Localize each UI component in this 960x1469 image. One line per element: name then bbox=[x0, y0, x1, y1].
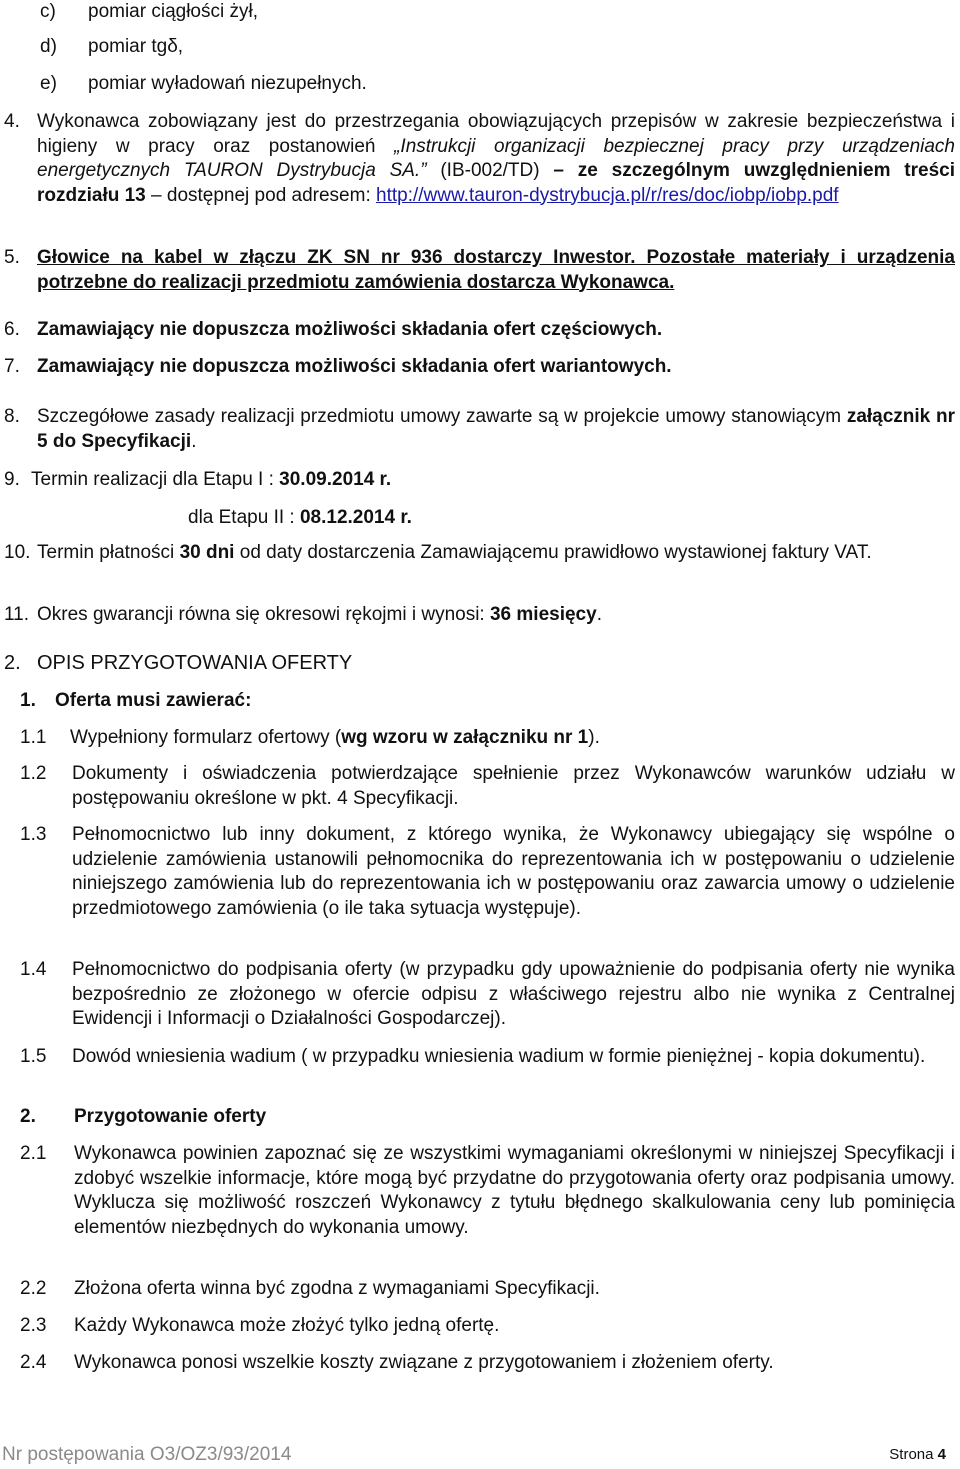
section-number: 2. bbox=[4, 652, 21, 674]
page-label: Strona bbox=[889, 1446, 934, 1463]
item-6-text: Zamawiający nie dopuszcza możliwości składania ofert częściowych. bbox=[37, 319, 663, 340]
page-indicator bbox=[889, 1446, 946, 1463]
subsection-title: Oferta musi zawierać: bbox=[55, 690, 252, 711]
instruction-title: „Instrukcji organizacji bezpiecznej pracy przy urządzeniach energetycznych TAURON Dystrybucja SA.” bbox=[37, 135, 955, 181]
point-1-3: Pełnomocnictwo lub inny dokument, z którego wynika, że Wykonawcy ubiegający się wspólne o udzielenie zamówienia ustanowili pełnomocnika do reprezentowania ich w postępowaniu o udzielenie niniejszego zamówienia lub do reprezentowania ich w postępowaniu oraz zawarcia umowy o udzielenie przedmiotowego zamówienia (o ile taka sytuacja występuje). bbox=[72, 824, 955, 919]
item-number: 10. bbox=[4, 542, 31, 563]
subsection-number: 2. bbox=[20, 1106, 36, 1127]
item-8-text: Szczegółowe zasady realizacji przedmiotu umowy zawarte są w projekcie umowy stanowiącym bbox=[37, 406, 847, 427]
point-1-2: Dokumenty i oświadczenia potwierdzające spełnienie przez Wykonawców warunków udziału w postępowaniu określone w pkt. 4 Specyfikacji. bbox=[72, 763, 955, 809]
item-10-text-2: od daty dostarczenia Zamawiającemu prawidłowo wystawionej faktury VAT. bbox=[234, 542, 872, 563]
warranty-period: 36 miesięcy bbox=[489, 604, 597, 625]
page-number: 4 bbox=[937, 1446, 946, 1463]
point-number: 2.2 bbox=[20, 1278, 47, 1299]
attachment-ref: załącznik nr 5 do Specyfikacji bbox=[37, 406, 955, 452]
item-4-code: (IB-002/TD) bbox=[426, 160, 554, 181]
item-9-line-1 bbox=[31, 468, 391, 493]
point-1-4: Pełnomocnictwo do podpisania oferty (w przypadku gdy upoważnienie do podpisania oferty nie wynika bezpośrednio ze złożonego w ofercie odpisu z właściwego rejestru albo nie wynika z Centralnej Ewidencji i Informacji o Działalności Gospodarczej). bbox=[72, 959, 955, 1029]
item-9-line-2 bbox=[188, 506, 412, 531]
item-7-text: Zamawiający nie dopuszcza możliwości składania ofert wariantowych. bbox=[37, 356, 672, 377]
item-number: 8. bbox=[4, 406, 20, 427]
point-2-1: Wykonawca powinien zapoznać się ze wszystkimi wymaganiami określonymi w niniejszej Specyfikacji i zdobyć wszelkie informacje, które mogą być przydatne do przygotowania oferty oraz podpisania umowy. Wyklucza się możliwość roszczeń Wykonawcy z tytułu błędnego skalkulowania ceny lub pominięcia elementów niezbędnych do wykonania umowy. bbox=[74, 1143, 955, 1238]
point-number: 2.1 bbox=[20, 1143, 47, 1164]
stage-2-label: dla Etapu II : bbox=[188, 507, 300, 528]
payment-days: 30 dni bbox=[179, 542, 235, 563]
iobp-link[interactable]: http://www.tauron-dystrybucja.pl/r/res/doc/iobp/iobp.pdf bbox=[376, 184, 839, 206]
point-1-1 bbox=[70, 726, 955, 751]
item-11-paragraph bbox=[37, 603, 955, 628]
item-number: 5. bbox=[4, 247, 20, 268]
item-4-paragraph bbox=[37, 110, 955, 208]
subsection-title: Przygotowanie oferty bbox=[74, 1106, 267, 1127]
point-number: 1.1 bbox=[20, 727, 47, 748]
item-4-text-2: – dostępnej pod adresem: bbox=[145, 184, 377, 206]
list-label: c) bbox=[40, 1, 56, 22]
point-2-4: Wykonawca ponosi wszelkie koszty związane z przygotowaniem i złożeniem oferty. bbox=[74, 1352, 774, 1373]
point-number: 1.4 bbox=[20, 959, 47, 980]
subsection-number: 1. bbox=[20, 690, 36, 711]
item-number: 7. bbox=[4, 356, 20, 377]
item-number: 9. bbox=[4, 469, 20, 490]
item-number: 6. bbox=[4, 319, 20, 340]
list-label: e) bbox=[40, 73, 57, 94]
list-label: d) bbox=[40, 36, 57, 57]
item-number: 11. bbox=[4, 604, 30, 625]
point-number: 2.3 bbox=[20, 1315, 47, 1336]
item-11-end: . bbox=[596, 604, 602, 625]
item-8-end: . bbox=[191, 430, 197, 452]
item-8-paragraph bbox=[37, 405, 955, 454]
procedure-number: Nr postępowania O3/OZ3/93/2014 bbox=[2, 1444, 292, 1465]
point-1-1-end: ). bbox=[588, 727, 600, 748]
item-4-text: Wykonawca zobowiązany jest do przestrzegania obowiązujących przepisów w zakresie bezpieczeństwa i higieny w pracy oraz postanowień bbox=[37, 111, 955, 157]
stage-2-date: 08.12.2014 r. bbox=[299, 507, 412, 528]
point-number: 2.4 bbox=[20, 1352, 47, 1373]
point-number: 1.5 bbox=[20, 1046, 47, 1067]
section-title: OPIS PRZYGOTOWANIA OFERTY bbox=[37, 652, 353, 674]
list-text: pomiar wyładowań niezupełnych. bbox=[88, 73, 367, 94]
item-5-paragraph: Głowice na kabel w złączu ZK SN nr 936 dostarczy Inwestor. Pozostałe materiały i urządzenia potrzebne do realizacji przedmiotu zamówienia dostarcza Wykonawca. bbox=[37, 247, 955, 293]
stage-1-label: Termin realizacji dla Etapu I : bbox=[31, 469, 280, 490]
point-1-5: Dowód wniesienia wadium ( w przypadku wniesienia wadium w formie pieniężnej - kopia dokumentu). bbox=[72, 1046, 926, 1067]
point-number: 1.2 bbox=[20, 763, 47, 784]
item-4-emphasis: – ze szczególnym uwzględnieniem treści rozdziału 13 bbox=[37, 160, 955, 206]
item-number: 4. bbox=[4, 111, 20, 132]
stage-1-date: 30.09.2014 r. bbox=[279, 469, 392, 490]
list-text: pomiar tgδ, bbox=[88, 36, 184, 57]
point-2-3: Każdy Wykonawca może złożyć tylko jedną ofertę. bbox=[74, 1315, 500, 1336]
form-ref: wg wzoru w załączniku nr 1 bbox=[341, 727, 589, 748]
item-10-text: Termin płatności bbox=[37, 542, 180, 563]
point-1-1-text: Wypełniony formularz ofertowy ( bbox=[70, 727, 342, 748]
point-number: 1.3 bbox=[20, 824, 47, 845]
list-text: pomiar ciągłości żył, bbox=[88, 1, 258, 22]
point-2-2: Złożona oferta winna być zgodna z wymaganiami Specyfikacji. bbox=[74, 1278, 600, 1299]
item-11-text: Okres gwarancji równa się okresowi rękojmi i wynosi: bbox=[37, 604, 490, 625]
item-10-paragraph bbox=[37, 541, 955, 566]
